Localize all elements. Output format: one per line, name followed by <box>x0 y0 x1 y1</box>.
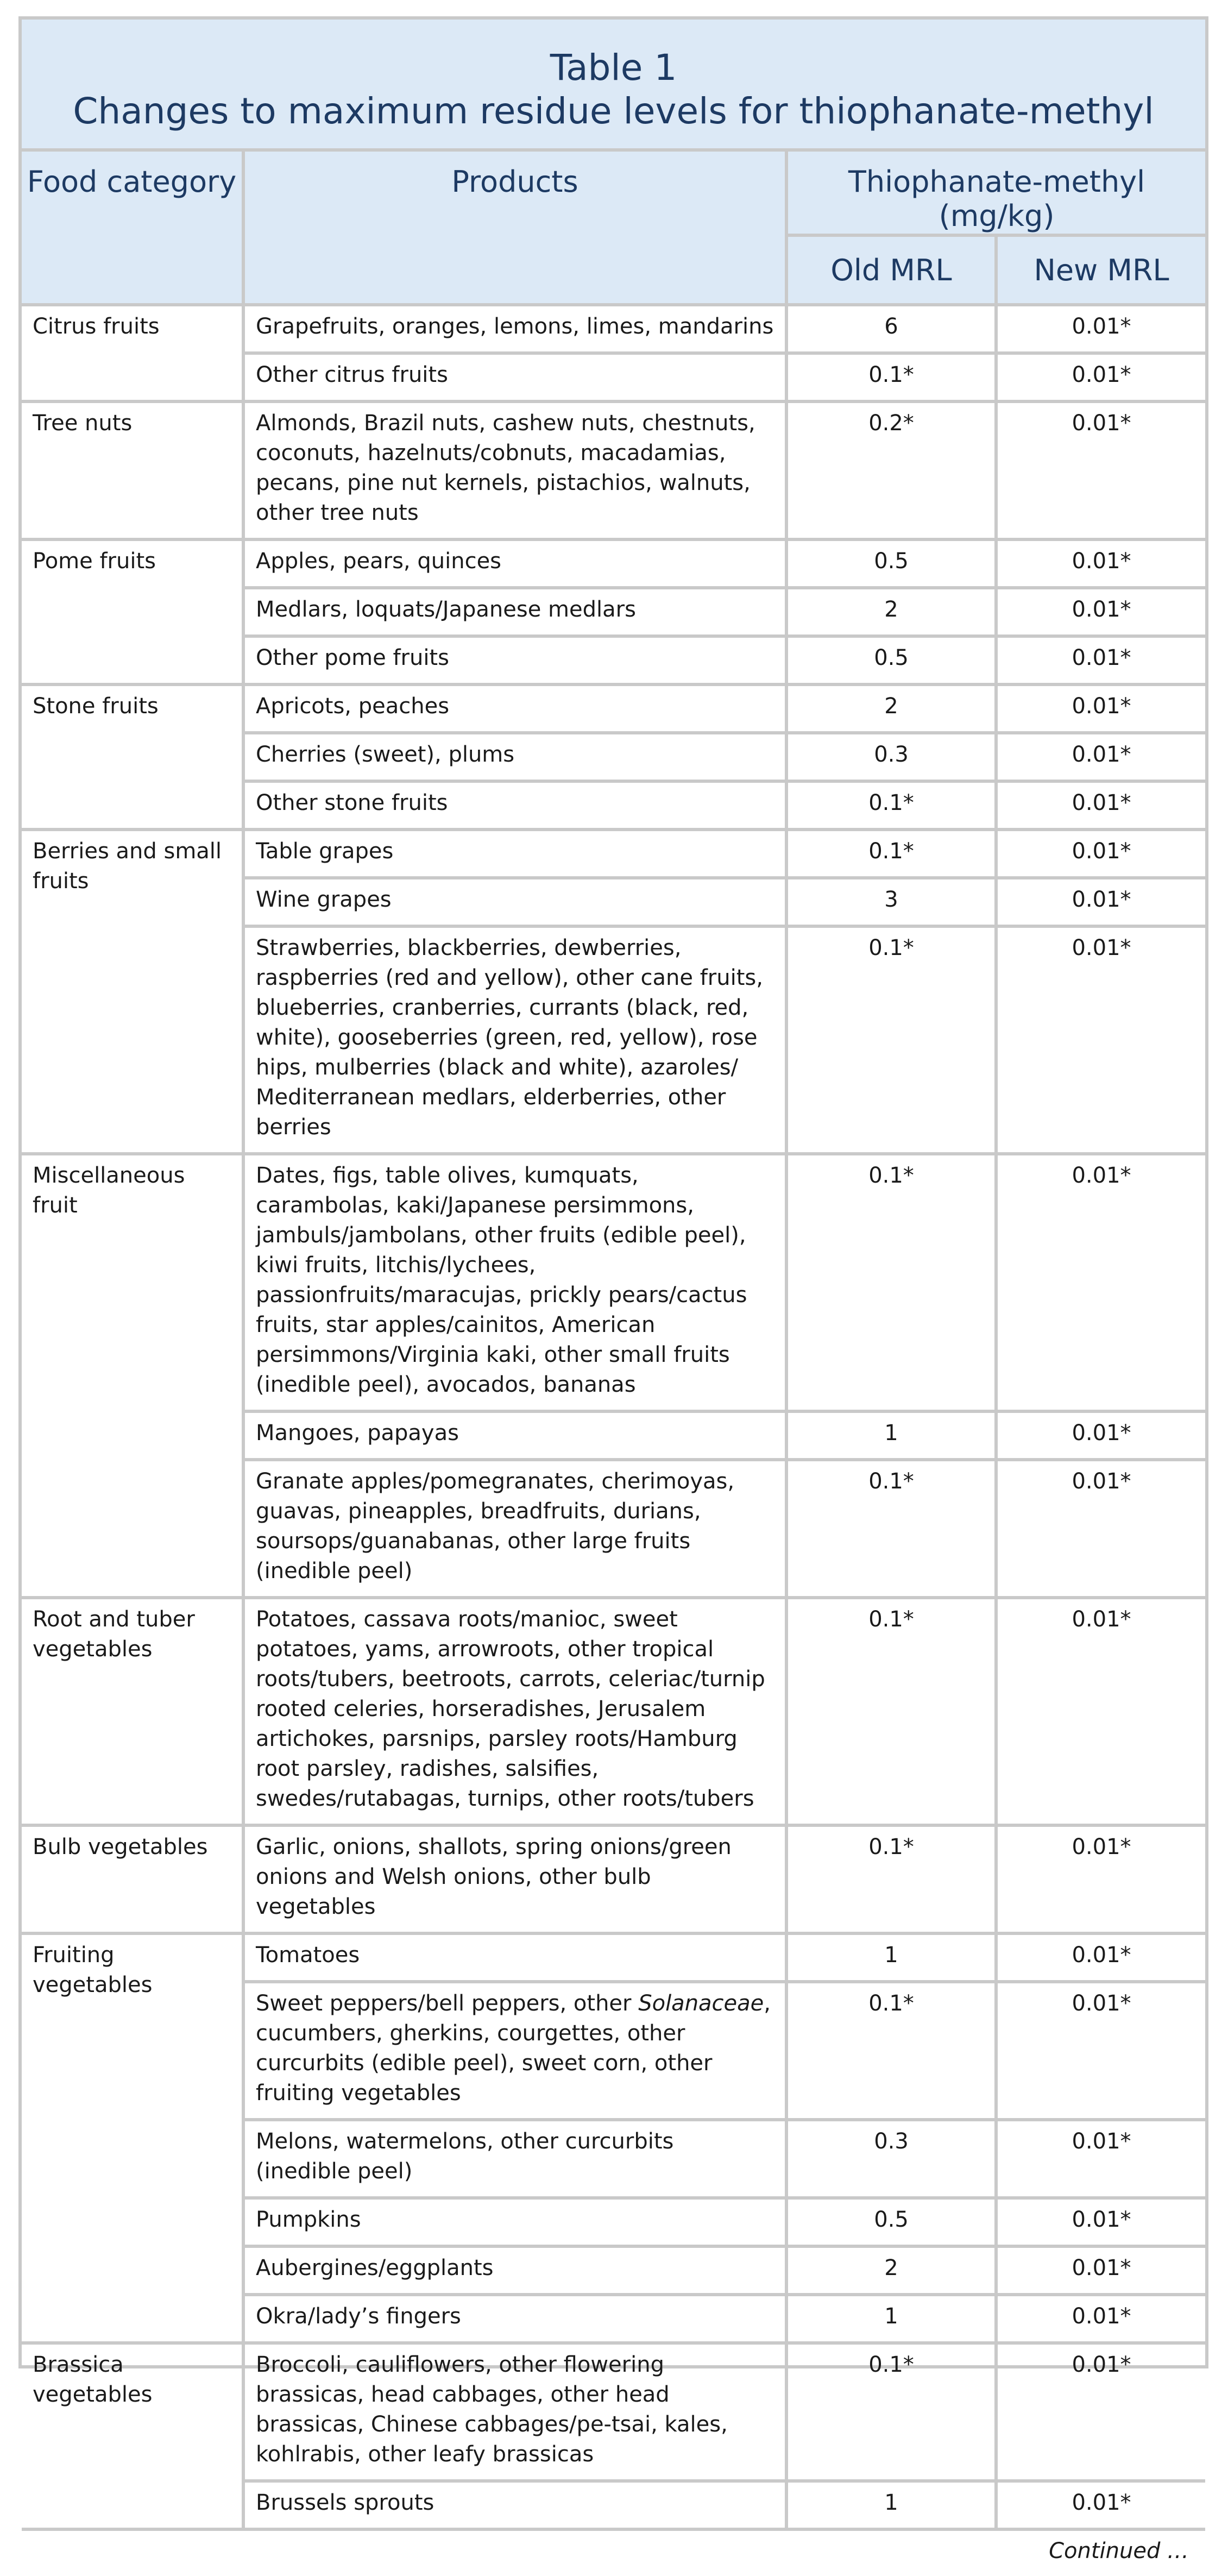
old-mrl-cell: 0.1* <box>786 1982 996 2120</box>
table-row <box>22 401 1205 539</box>
new-mrl-cell: 0.01* <box>996 1982 1205 2120</box>
products-cell: Other stone fruits <box>243 781 786 830</box>
table-frame <box>18 16 1208 2564</box>
old-mrl-cell: 0.1* <box>786 830 996 878</box>
old-mrl-cell: 0.1* <box>786 1154 996 1411</box>
food-category-cell: Citrus fruits <box>22 305 243 401</box>
old-mrl-cell: 3 <box>786 878 996 926</box>
new-mrl-cell: 0.01* <box>996 1460 1205 1598</box>
new-mrl-cell: 0.01* <box>996 401 1205 539</box>
new-mrl-cell: 0.01* <box>996 926 1205 1154</box>
products-text-part: Solanaceae <box>638 1991 764 2016</box>
new-mrl-cell: 0.01* <box>996 2120 1205 2198</box>
products-cell: Wine grapes <box>243 878 786 926</box>
old-mrl-cell: 2 <box>786 2246 996 2295</box>
new-mrl-cell: 0.01* <box>996 878 1205 926</box>
table-row <box>22 1154 1205 1411</box>
products-cell: Brussels sprouts <box>243 2481 786 2529</box>
old-mrl-cell: 0.1* <box>786 781 996 830</box>
old-mrl-cell: 0.5 <box>786 539 996 588</box>
new-mrl-cell: 0.01* <box>996 2246 1205 2295</box>
products-cell: Broccoli, cauliflowers, other flowering brassicas, head cabbages, other head brassicas, Chinese cabbages/pe-tsai, kales, kohlrabis, other leafy brassicas <box>243 2343 786 2481</box>
old-mrl-cell: 1 <box>786 1411 996 1460</box>
food-category-cell: Fruiting vegetables <box>22 1933 243 2343</box>
products-cell: Okra/lady’s fingers <box>243 2295 786 2343</box>
continued-row <box>22 2529 1205 2576</box>
old-mrl-cell: 0.1* <box>786 1825 996 1933</box>
caption-line-2: Changes to maximum residue levels for thiophanate-methyl <box>73 90 1154 132</box>
food-category-cell: Root and tuber vegetables <box>22 1598 243 1825</box>
new-mrl-cell: 0.01* <box>996 2481 1205 2529</box>
food-category-cell: Miscellaneous fruit <box>22 1154 243 1598</box>
table-row <box>22 305 1205 353</box>
old-mrl-cell: 0.1* <box>786 926 996 1154</box>
new-mrl-cell: 0.01* <box>996 781 1205 830</box>
new-mrl-cell: 0.01* <box>996 2295 1205 2343</box>
new-mrl-cell: 0.01* <box>996 588 1205 636</box>
products-cell: Other pome fruits <box>243 636 786 684</box>
old-mrl-cell: 0.1* <box>786 2343 996 2481</box>
products-cell: Mangoes, papayas <box>243 1411 786 1460</box>
table-caption <box>22 20 1205 150</box>
products-cell: Strawberries, blackberries, dewberries, raspberries (red and yellow), other cane fruits, blueberries, cranberries, currants (black, red, white), gooseberries (green, red, yellow), rose hips, mulberries (black and white), azaroles/ Mediterranean medlars, elderberries, other berries <box>243 926 786 1154</box>
old-mrl-cell: 0.3 <box>786 733 996 781</box>
products-text-part: Sweet peppers/bell peppers, other <box>256 1991 639 2016</box>
new-mrl-cell: 0.01* <box>996 305 1205 353</box>
products-cell: Grapefruits, oranges, lemons, limes, mandarins <box>243 305 786 353</box>
old-mrl-cell: 0.5 <box>786 636 996 684</box>
new-mrl-cell: 0.01* <box>996 353 1205 401</box>
table-row <box>22 1933 1205 1982</box>
header-group: Thiophanate-methyl (mg/kg) <box>786 150 1205 235</box>
old-mrl-cell: 1 <box>786 2295 996 2343</box>
products-cell: Pumpkins <box>243 2198 786 2246</box>
products-cell: Almonds, Brazil nuts, cashew nuts, chestnuts, coconuts, hazelnuts/cobnuts, macadamias, pecans, pine nut kernels, pistachios, walnuts, other tree nuts <box>243 401 786 539</box>
old-mrl-cell: 0.1* <box>786 1460 996 1598</box>
table-row <box>22 2343 1205 2481</box>
food-category-cell: Bulb vegetables <box>22 1825 243 1933</box>
products-cell: Other citrus fruits <box>243 353 786 401</box>
food-category-cell: Brassica vegetables <box>22 2343 243 2529</box>
table-row <box>22 830 1205 878</box>
products-cell: Tomatoes <box>243 1933 786 1982</box>
table-row <box>22 539 1205 588</box>
table-row <box>22 1825 1205 1933</box>
old-mrl-cell: 0.1* <box>786 1598 996 1825</box>
products-cell: Cherries (sweet), plums <box>243 733 786 781</box>
products-cell: Granate apples/pomegranates, cherimoyas, guavas, pineapples, breadfruits, durians, soursops/guanabanas, other large fruits (inedible peel) <box>243 1460 786 1598</box>
new-mrl-cell: 0.01* <box>996 1933 1205 1982</box>
new-mrl-cell: 0.01* <box>996 2343 1205 2481</box>
products-cell: Garlic, onions, shallots, spring onions/green onions and Welsh onions, other bulb vegetables <box>243 1825 786 1933</box>
products-cell <box>243 1982 786 2120</box>
products-cell: Apricots, peaches <box>243 684 786 733</box>
old-mrl-cell: 0.2* <box>786 401 996 539</box>
products-cell: Table grapes <box>243 830 786 878</box>
new-mrl-cell: 0.01* <box>996 1154 1205 1411</box>
food-category-cell: Berries and small fruits <box>22 830 243 1154</box>
caption-line-1: Table 1 <box>550 46 677 89</box>
products-cell: Potatoes, cassava roots/manioc, sweet potatoes, yams, arrowroots, other tropical roots/tubers, beetroots, carrots, celeriac/turnip rooted celeries, horseradishes, Jerusalem artichokes, parsnips, parsley roots/Hamburg root parsley, radishes, salsifies, swedes/rutabagas, turnips, other roots/tubers <box>243 1598 786 1825</box>
header-old-mrl: Old MRL <box>786 235 996 305</box>
products-text-part: , cucumbers, gherkins, courgettes, other curcurbits (edible peel), sweet corn, other fruiting vegetables <box>256 1991 771 2106</box>
mrl-table <box>22 20 1205 2576</box>
new-mrl-cell: 0.01* <box>996 2198 1205 2246</box>
new-mrl-cell: 0.01* <box>996 830 1205 878</box>
new-mrl-cell: 0.01* <box>996 539 1205 588</box>
new-mrl-cell: 0.01* <box>996 636 1205 684</box>
old-mrl-cell: 1 <box>786 2481 996 2529</box>
products-cell: Apples, pears, quinces <box>243 539 786 588</box>
products-cell: Medlars, loquats/Japanese medlars <box>243 588 786 636</box>
new-mrl-cell: 0.01* <box>996 684 1205 733</box>
old-mrl-cell: 0.3 <box>786 2120 996 2198</box>
old-mrl-cell: 0.5 <box>786 2198 996 2246</box>
header-new-mrl: New MRL <box>996 235 1205 305</box>
new-mrl-cell: 0.01* <box>996 1598 1205 1825</box>
continued-note: Continued … <box>22 2529 1205 2576</box>
old-mrl-cell: 6 <box>786 305 996 353</box>
table-row <box>22 684 1205 733</box>
products-cell: Dates, figs, table olives, kumquats, carambolas, kaki/Japanese persimmons, jambuls/jambolans, other fruits (edible peel), kiwi fruits, litchis/lychees, passionfruits/maracujas, prickly pears/cactus fruits, star apples/cainitos, American persimmons/Virginia kaki, other small fruits (inedible peel), avocados, bananas <box>243 1154 786 1411</box>
table-row <box>22 1598 1205 1825</box>
new-mrl-cell: 0.01* <box>996 733 1205 781</box>
new-mrl-cell: 0.01* <box>996 1411 1205 1460</box>
old-mrl-cell: 2 <box>786 588 996 636</box>
products-cell: Aubergines/eggplants <box>243 2246 786 2295</box>
header-food-category: Food category <box>22 150 243 305</box>
food-category-cell: Pome fruits <box>22 539 243 684</box>
new-mrl-cell: 0.01* <box>996 1825 1205 1933</box>
food-category-cell: Tree nuts <box>22 401 243 539</box>
old-mrl-cell: 2 <box>786 684 996 733</box>
products-cell: Melons, watermelons, other curcurbits (inedible peel) <box>243 2120 786 2198</box>
header-products: Products <box>243 150 786 305</box>
old-mrl-cell: 0.1* <box>786 353 996 401</box>
old-mrl-cell: 1 <box>786 1933 996 1982</box>
food-category-cell: Stone fruits <box>22 684 243 830</box>
